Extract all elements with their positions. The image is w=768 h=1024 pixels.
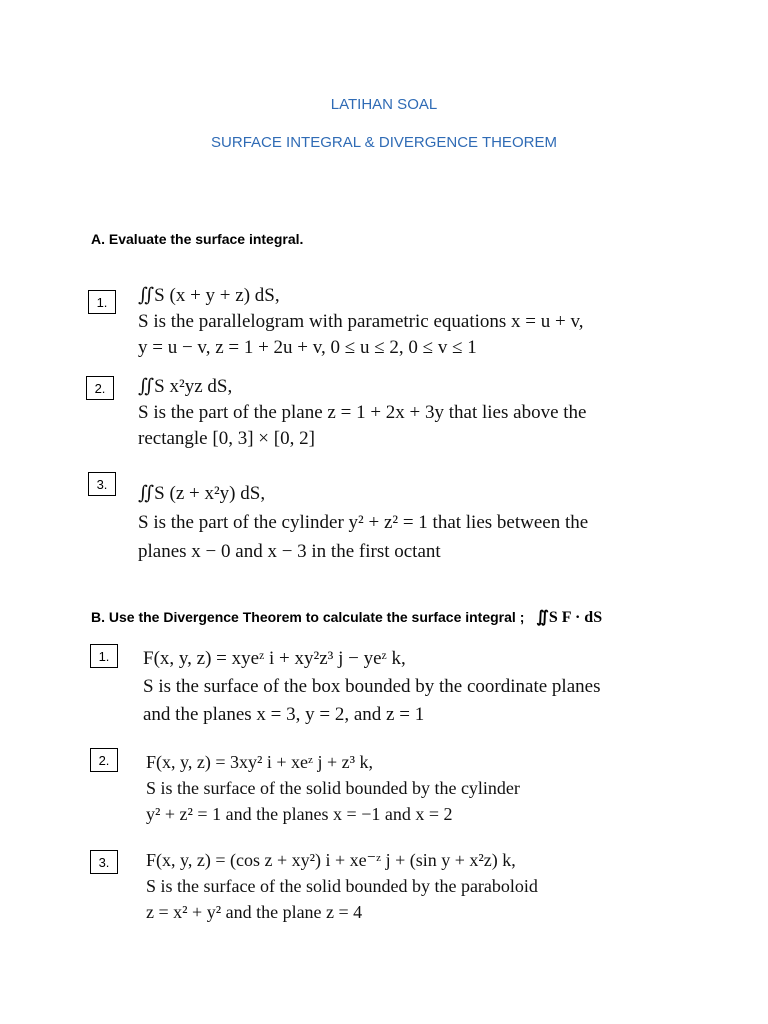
problem-text (146, 847, 538, 925)
problem-number-box: 2. (86, 376, 114, 400)
problem-line: F(x, y, z) = 3xy² i + xeᶻ j + z³ k, (146, 752, 373, 772)
section-b-heading-text: B. Use the Divergence Theorem to calculate the surface integral ; (91, 609, 525, 625)
problem-line: S is the part of the cylinder y² + z² = 1 that lies between the (138, 512, 589, 533)
problem-text (143, 645, 600, 729)
problem-line: ∬S (x + y + z) dS, (138, 285, 280, 306)
problem-line: S is the surface of the box bounded by the coordinate planes (143, 676, 601, 697)
problem-line: rectangle [0, 3] × [0, 2] (138, 428, 315, 449)
problem-number-box: 1. (90, 644, 118, 668)
problem-text (146, 749, 520, 827)
problem-number-box: 3. (90, 850, 118, 874)
problem-line: F(x, y, z) = xyeᶻ i + xy²z³ j − yeᶻ k, (143, 648, 406, 669)
problem-line: S is the surface of the solid bounded by the cylinder (146, 778, 520, 798)
problem-line: y = u − v, z = 1 + 2u + v, 0 ≤ u ≤ 2, 0 ≤ v ≤ 1 (138, 337, 477, 358)
problem-line: S is the parallelogram with parametric equations x = u + v, (138, 311, 584, 332)
problem-number-box: 1. (88, 290, 116, 314)
problem-number-box: 2. (90, 748, 118, 772)
page-subtitle: SURFACE INTEGRAL & DIVERGENCE THEOREM (211, 134, 557, 151)
problem-line: ∬S (z + x²y) dS, (138, 483, 266, 504)
section-a-heading: A. Evaluate the surface integral. (91, 231, 304, 247)
section-b-heading (91, 607, 602, 627)
problem-line: S is the surface of the solid bounded by the paraboloid (146, 876, 538, 896)
page-title: LATIHAN SOAL (330, 96, 438, 113)
problem-line: y² + z² = 1 and the planes x = −1 and x = 2 (146, 804, 453, 824)
problem-text (138, 479, 588, 566)
problem-line: z = x² + y² and the plane z = 4 (146, 902, 363, 922)
problem-line: planes x − 0 and x − 3 in the first octant (138, 541, 441, 562)
section-b-heading-formula: ∬S F · dS (536, 609, 603, 626)
problem-number-box: 3. (88, 472, 116, 496)
problem-line: ∬S x²yz dS, (138, 376, 233, 397)
problem-line: and the planes x = 3, y = 2, and z = 1 (143, 704, 425, 725)
problem-line: S is the part of the plane z = 1 + 2x + 3y that lies above the (138, 402, 587, 423)
problem-text (138, 283, 583, 361)
problem-line: F(x, y, z) = (cos z + xy²) i + xe⁻ᶻ j + (sin y + x²z) k, (146, 850, 516, 870)
problem-text (138, 374, 586, 452)
